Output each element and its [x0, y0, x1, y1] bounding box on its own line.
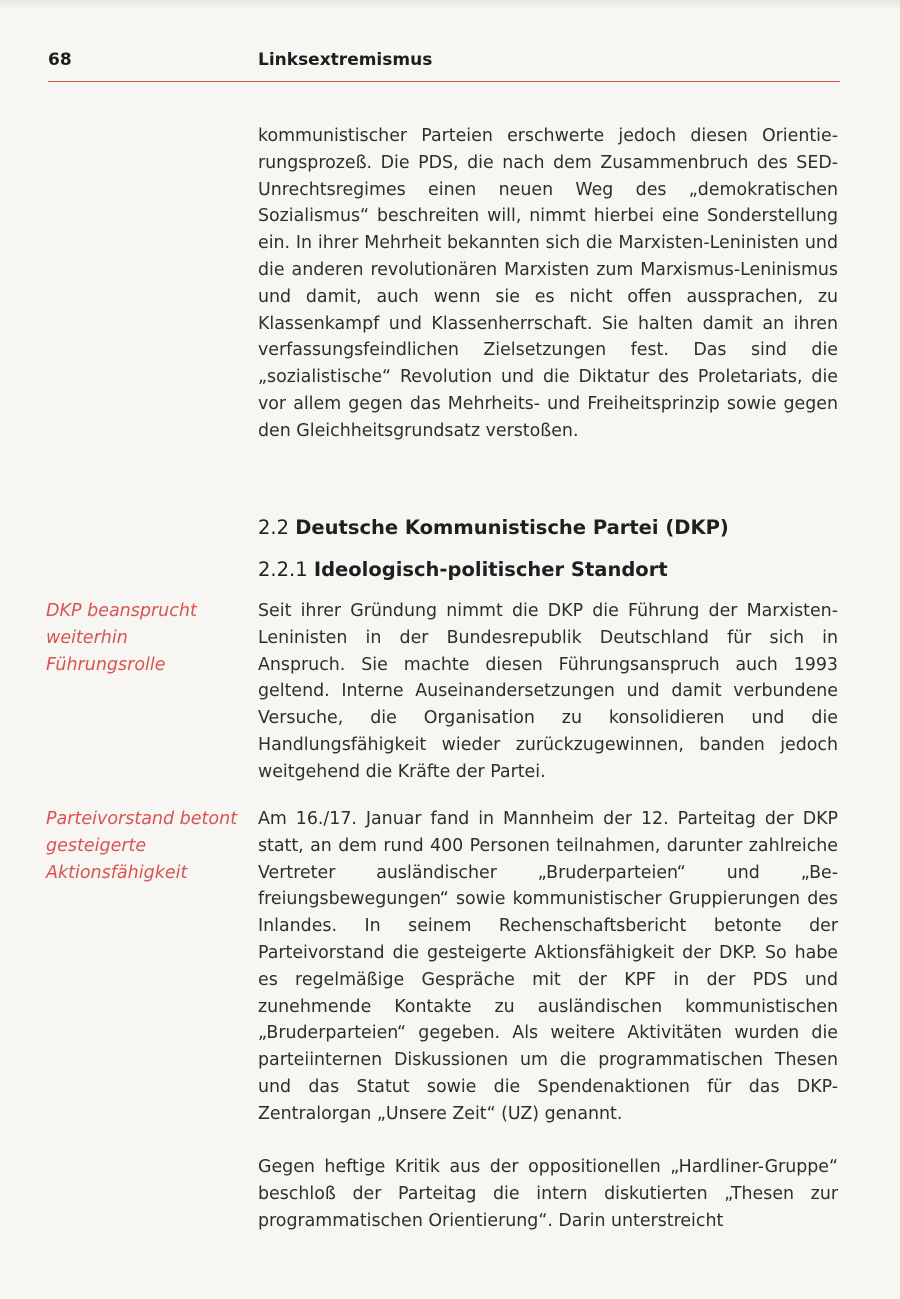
page-top-shade [0, 0, 900, 10]
subsection-title: Ideologisch-politischer Standort [313, 558, 668, 581]
section-title: Deutsche Kommunistische Partei (DKP) [295, 516, 729, 539]
section-number: 2.2 [258, 516, 290, 539]
running-header [48, 50, 840, 74]
section-heading [258, 516, 729, 539]
paragraph-parteitag [258, 806, 838, 1128]
margin-note-aktionsfaehigkeit: Parteivorstand betont gesteigerte Aktionsfähigkeit [46, 809, 238, 883]
margin-note-fuehrungsrolle: DKP beansprucht weiterhin Führungsrolle [46, 601, 197, 675]
paragraph-fuehrungsanspruch [258, 598, 838, 786]
subsection-heading [258, 558, 668, 581]
subsection-number: 2.2.1 [258, 558, 308, 581]
page-number: 68 [48, 50, 72, 70]
paragraph-text: Seit ihrer Gründung nimmt die DKP die Führung der Marxisten-Leninisten in der Bundesrepublik Deutschland für sich in Anspruch. Sie machte diesen Führungsanspruch auch 1993 geltend. Interne Auseinandersetzungen und damit verbundene Versuche, die Organisation zu konsolidieren und die Handlungsfähigkeit wieder zurückzugewinnen, banden jedoch weitgehend die Kräfte der Partei. [258, 601, 838, 782]
intro-paragraph-text: kommunistischer Parteien erschwerte jedoch diesen Orientierungsprozeß. Die PDS, die nach dem Zusammenbruch des SED-Unrechtsregimes einen neuen Weg des „demokratischen Sozialismus“ beschreiten will, nimmt hierbei eine Sonderstellung ein. In ihrer Mehrheit bekannten sich die Marxisten-Leninisten und die anderen revolutionären Marxisten zum Marxismus-Leninismus und damit, auch wenn sie es nicht offen aussprachen, zu Klassenkampf und Klassenherrschaft. Sie halten damit an ihren verfassungsfeindlichen Zielsetzungen fest. Das sind die „sozialistische“ Revolution und die Diktatur des Proletariats, die vor allem gegen das Mehrheits- und Freiheitsprinzip sowie gegen den Gleichheitsgrundsatz verstoßen. [258, 126, 838, 441]
header-rule [48, 81, 840, 82]
paragraph-text: Gegen heftige Kritik aus der oppositionellen „Hardliner-Gruppe“ beschloß der Parteitag die intern diskutierten „Thesen zur programmatischen Orientierung“. Darin unterstreicht [258, 1157, 838, 1231]
paragraph-text: Am 16./17. Januar fand in Mannheim der 12. Parteitag der DKP statt, an dem rund 400 Personen teilnahmen, darunter zahlreiche Vertreter ausländischer „Bruderparteien“ und „Befreiungsbewegungen“ sowie kommunistischer Gruppierungen des Inlandes. In seinem Rechenschaftsbericht betonte der Parteivorstand die gesteigerte Aktionsfähigkeit der DKP. So habe es regelmäßige Gespräche mit der KPF in der PDS und zunehmende Kontakte zu ausländischen kommunistischen „Bruderparteien“ gegeben. Als weitere Aktivitäten wurden die parteiinternen Diskussionen um die programmatischen Thesen und das Statut sowie die Spendenaktionen für das DKP-Zentralorgan „Unsere Zeit“ (UZ) genannt. [258, 809, 838, 1124]
intro-paragraph [258, 123, 838, 445]
running-title: Linksextremismus [258, 50, 433, 70]
paragraph-thesen [258, 1154, 838, 1234]
